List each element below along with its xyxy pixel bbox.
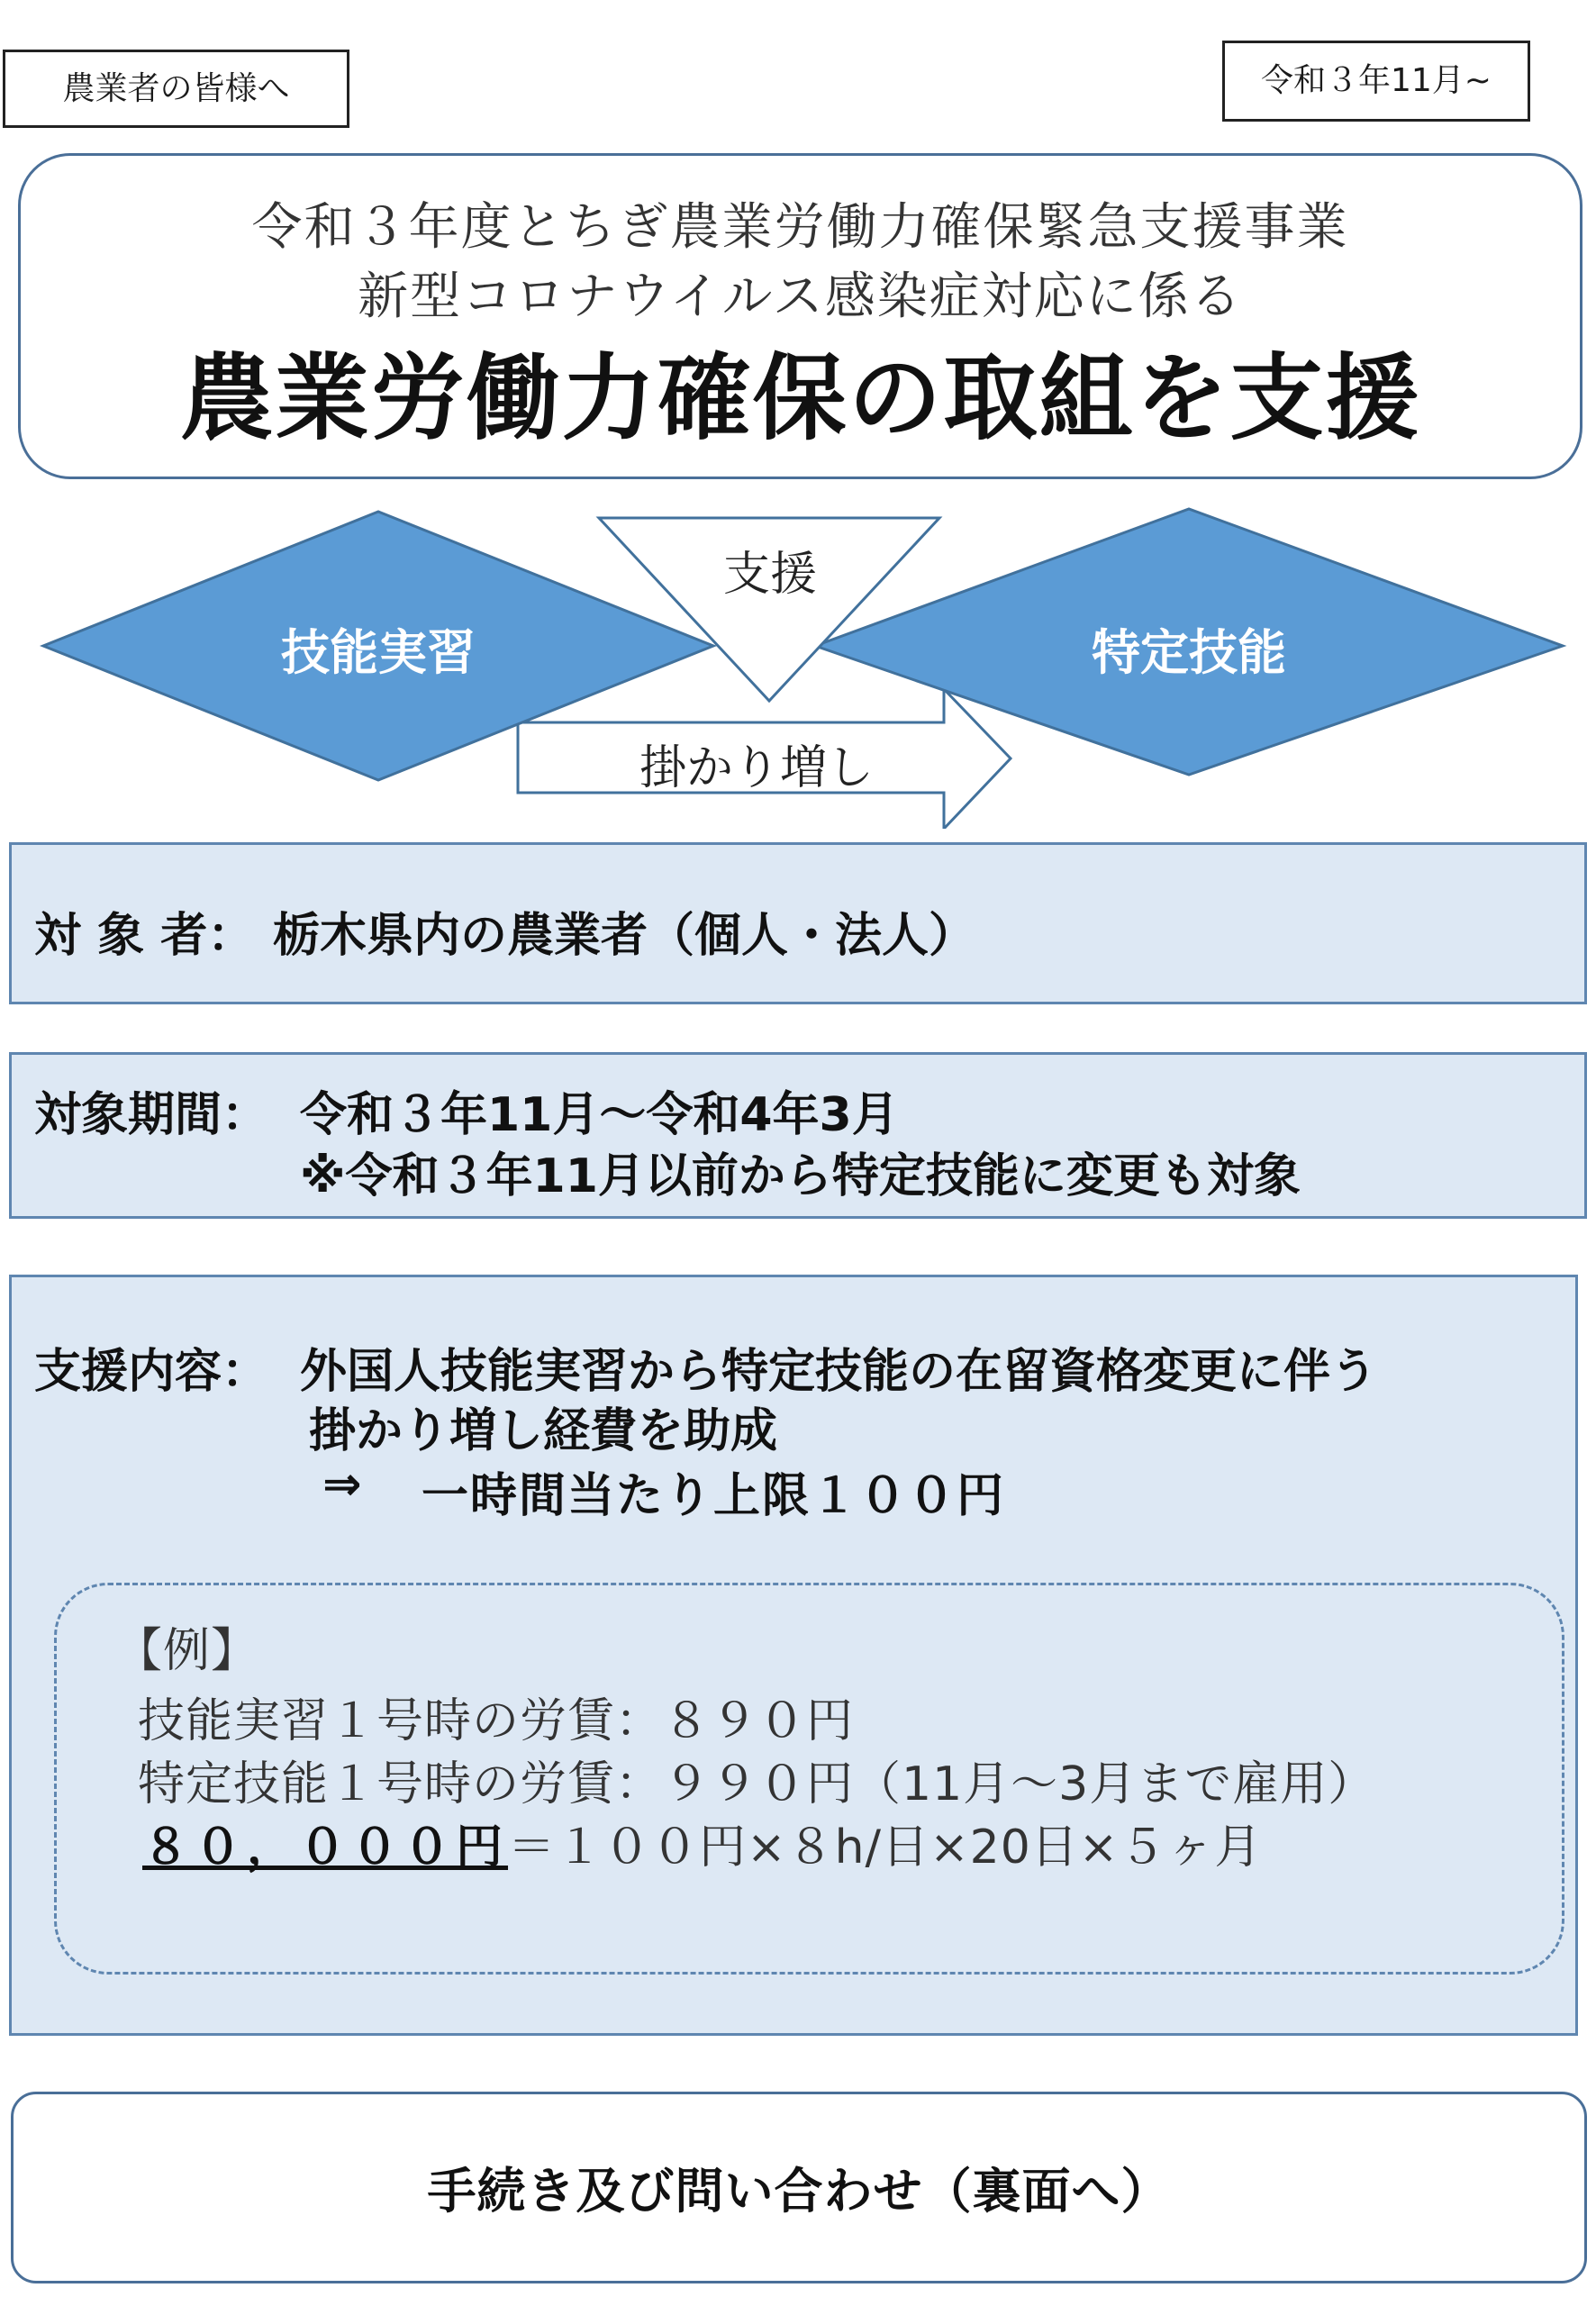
page-title: 農業労働力確保の取組を支援 xyxy=(179,343,1421,453)
title-box xyxy=(18,153,1582,479)
program-name: 令和３年度とちぎ農業労働力確保緊急支援事業 xyxy=(251,198,1349,257)
audience-tag-text: 農業者の皆様へ xyxy=(62,69,290,107)
example-line1: 技能実習１号時の労賃：８９０円 xyxy=(138,1694,855,1748)
target-heading: 対 象 者： xyxy=(34,909,255,963)
specified-skill-label: 特定技能 xyxy=(1092,624,1286,681)
contact-text: 手続き及び問い合わせ（裏面へ） xyxy=(427,2163,1171,2220)
contact-box xyxy=(11,2092,1587,2283)
audience-tag xyxy=(3,50,349,128)
content-line2: 掛かり増し経費を助成 xyxy=(309,1404,778,1458)
arrow-symbol: ⇒ xyxy=(322,1457,362,1512)
example-formula: ＝１００円×８h/日×20日×５ヶ月 xyxy=(508,1820,1263,1875)
example-calculation xyxy=(142,1809,1262,1876)
period-note: ※令和３年11月以前から特定技能に変更も対象 xyxy=(300,1149,1301,1203)
example-total: ８０，０００円 xyxy=(142,1820,509,1875)
support-label: 支援 xyxy=(722,548,817,602)
date-tag xyxy=(1222,41,1530,122)
example-line2: 特定技能１号時の労賃：９９０円（11月～3月まで雇用） xyxy=(138,1757,1376,1811)
program-subtitle: 新型コロナウイルス感染症対応に係る xyxy=(358,268,1243,326)
period-heading: 対象期間： xyxy=(34,1088,269,1142)
period-value: 令和３年11月～令和4年3月 xyxy=(300,1088,899,1142)
content-heading: 支援内容： xyxy=(34,1345,269,1399)
content-line1: 外国人技能実習から特定技能の在留資格変更に伴う xyxy=(300,1345,1378,1399)
transition-diagram xyxy=(0,504,1596,829)
skill-training-label: 技能実習 xyxy=(281,624,476,681)
extra-cost-label: 掛かり増し xyxy=(639,741,874,795)
period-box xyxy=(9,1052,1587,1219)
target-box xyxy=(9,842,1587,1004)
example-heading: 【例】 xyxy=(115,1624,259,1678)
example-box xyxy=(54,1583,1564,1975)
target-value: 栃木県内の農業者（個人・法人） xyxy=(273,909,976,963)
date-tag-text: 令和３年11月~ xyxy=(1261,62,1492,99)
content-line3: 一時間当たり上限１００円 xyxy=(422,1469,1006,1523)
